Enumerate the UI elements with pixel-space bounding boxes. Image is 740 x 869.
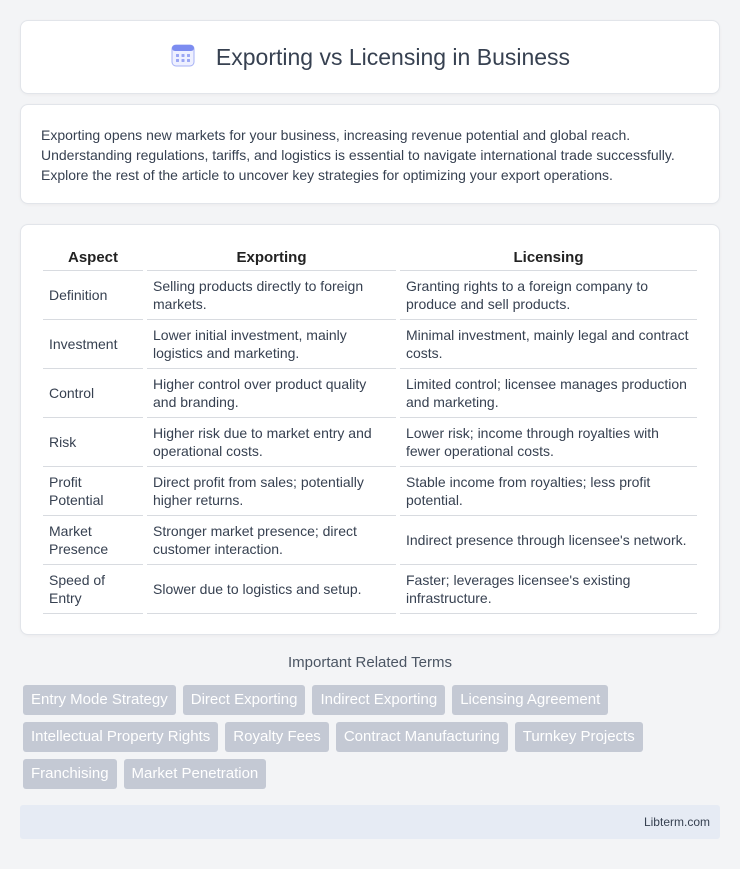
comparison-card	[20, 224, 720, 635]
calendar-icon	[170, 42, 196, 73]
licensing-cell: Granting rights to a foreign company to produce and sell products.	[400, 271, 697, 320]
licensing-cell: Limited control; licensee manages production and marketing.	[400, 369, 697, 418]
exporting-cell: Higher risk due to market entry and operational costs.	[147, 418, 396, 467]
header-card	[20, 20, 720, 94]
exporting-cell: Selling products directly to foreign markets.	[147, 271, 396, 320]
aspect-cell: Control	[43, 369, 143, 418]
intro-text: Exporting opens new markets for your business, increasing revenue potential and global reach. Understanding regulations, tariffs, and logistics is essential to navigate international trade successfully. Explore the rest of the article to uncover key strategies for optimizing your export operations.	[41, 127, 675, 183]
tag-entry-mode-strategy[interactable]: Entry Mode Strategy	[23, 685, 176, 715]
table-header-row	[43, 245, 697, 271]
related-terms-title: Important Related Terms	[288, 654, 452, 671]
footer	[20, 805, 720, 839]
intro-card	[20, 104, 720, 204]
related-terms-tags	[20, 685, 720, 789]
licensing-cell: Stable income from royalties; less profit potential.	[400, 467, 697, 516]
aspect-cell: Risk	[43, 418, 143, 467]
footer-link[interactable]: Libterm.com	[643, 815, 710, 829]
table-row	[43, 565, 697, 614]
header-licensing: Licensing	[400, 245, 697, 271]
tag-direct-exporting[interactable]: Direct Exporting	[183, 685, 306, 715]
exporting-cell: Slower due to logistics and setup.	[147, 565, 396, 614]
tag-market-penetration[interactable]: Market Penetration	[124, 759, 267, 789]
licensing-cell: Minimal investment, mainly legal and contract costs.	[400, 320, 697, 369]
table-row	[43, 369, 697, 418]
table-row	[43, 271, 697, 320]
tag-franchising[interactable]: Franchising	[23, 759, 117, 789]
licensing-cell: Faster; leverages licensee's existing infrastructure.	[400, 565, 697, 614]
aspect-cell: Market Presence	[43, 516, 143, 565]
aspect-cell: Profit Potential	[43, 467, 143, 516]
tag-turnkey-projects[interactable]: Turnkey Projects	[515, 722, 643, 752]
exporting-cell: Lower initial investment, mainly logistics and marketing.	[147, 320, 396, 369]
exporting-cell: Higher control over product quality and branding.	[147, 369, 396, 418]
table-row	[43, 418, 697, 467]
exporting-cell: Stronger market presence; direct customer interaction.	[147, 516, 396, 565]
tag-intellectual-property-rights[interactable]: Intellectual Property Rights	[23, 722, 218, 752]
table-row	[43, 320, 697, 369]
aspect-cell: Definition	[43, 271, 143, 320]
tag-contract-manufacturing[interactable]: Contract Manufacturing	[336, 722, 508, 752]
table-row	[43, 516, 697, 565]
licensing-cell: Lower risk; income through royalties with fewer operational costs.	[400, 418, 697, 467]
tag-royalty-fees[interactable]: Royalty Fees	[225, 722, 329, 752]
header-aspect: Aspect	[43, 245, 143, 271]
header-exporting: Exporting	[147, 245, 396, 271]
comparison-table	[39, 245, 701, 614]
header	[170, 42, 570, 73]
tag-indirect-exporting[interactable]: Indirect Exporting	[312, 685, 445, 715]
table-row	[43, 467, 697, 516]
aspect-cell: Speed of Entry	[43, 565, 143, 614]
aspect-cell: Investment	[43, 320, 143, 369]
tag-licensing-agreement[interactable]: Licensing Agreement	[452, 685, 608, 715]
page-title: Exporting vs Licensing in Business	[215, 43, 571, 70]
licensing-cell: Indirect presence through licensee's network.	[400, 516, 697, 565]
exporting-cell: Direct profit from sales; potentially higher returns.	[147, 467, 396, 516]
related-terms-section	[20, 654, 720, 789]
